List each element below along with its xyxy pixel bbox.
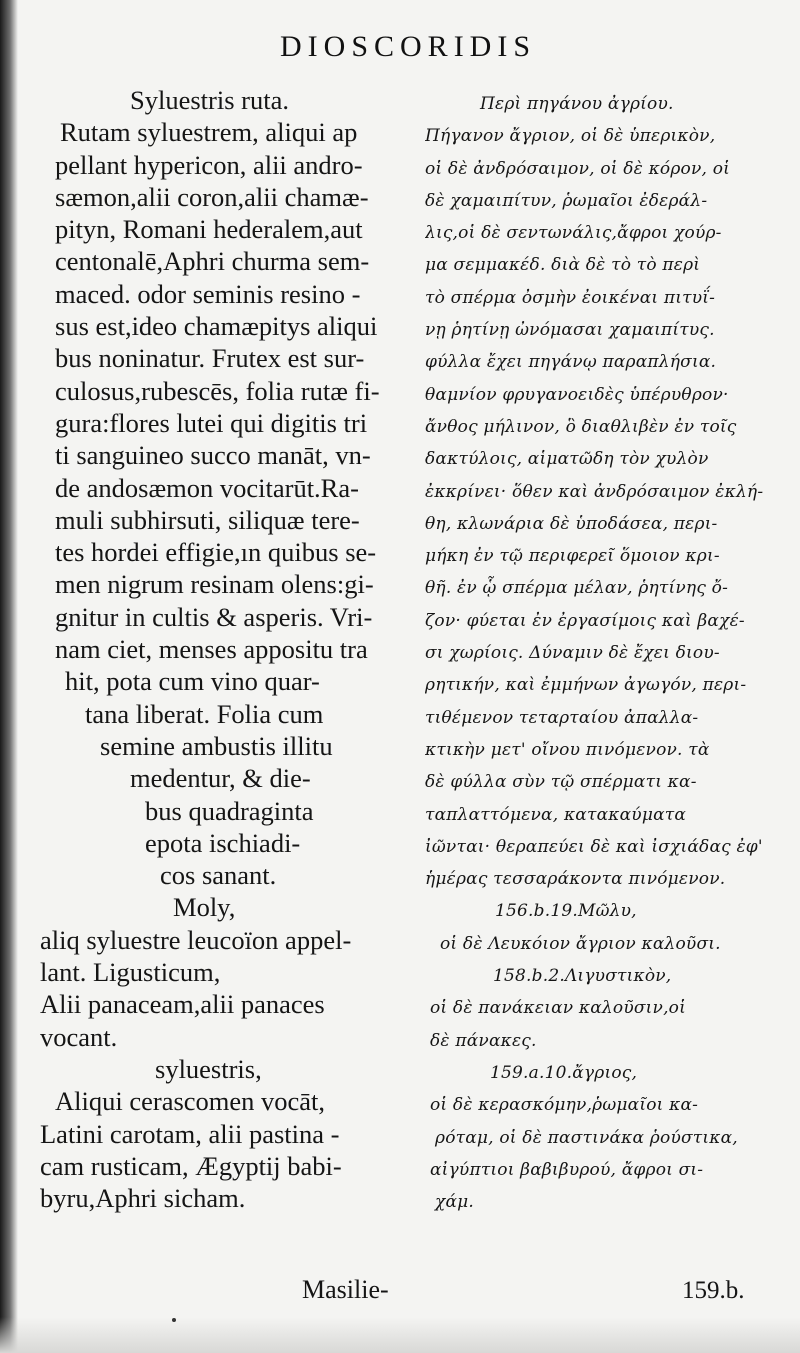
greek-line: οἱ δὲ ἀνδρόσαιμον, οἱ δὲ κόρον, οἱ — [425, 158, 731, 179]
latin-line: gura:flores lutei qui digitis tri — [55, 407, 368, 438]
greek-line: μα σεμμακέδ. διὰ δὲ τὸ τὸ περὶ — [425, 255, 701, 276]
latin-line: pellant hypericon, alii andro- — [55, 149, 363, 180]
latin-line: Aliqui cerascomen vocāt, — [55, 1086, 326, 1117]
latin-line: bus noninatur. Frutex est sur- — [55, 343, 365, 374]
greek-line: οἱ δὲ πανάκειαν καλοῦσιν,οἱ — [430, 998, 686, 1019]
greek-line: νῃ ῥητίνῃ ὠνόμασαι χαμαιπίτυς. — [425, 320, 715, 341]
greek-line: σι χωρίοις. Δύναμιν δὲ ἔχει διου- — [425, 643, 720, 664]
latin-line: nam ciet, menses appositu tra — [55, 634, 368, 665]
latin-line: semine ambustis illitu — [100, 730, 333, 761]
greek-line: ρητικήν, καὶ ἐμμήνων ἀγωγόν, περι- — [425, 675, 747, 696]
latin-line: Rutam syluestrem, aliqui ap — [60, 117, 358, 148]
latin-line: maced. odor seminis resino - — [55, 278, 361, 309]
greek-line: λις,οἱ δὲ σεντωνάλις,ἄφροι χούρ- — [425, 223, 722, 244]
latin-line: tes hordei effigie,ın quibus se- — [55, 537, 377, 568]
greek-line: οἱ δὲ Λευκόιον ἄγριον καλοῦσι. — [440, 933, 721, 954]
greek-line: χάμ. — [435, 1192, 475, 1213]
latin-line: lant. Ligusticum, — [40, 957, 221, 988]
latin-line: syluestris, — [155, 1053, 262, 1084]
latin-line: centonalē,Aphri churma sem- — [55, 246, 370, 277]
latin-line: cam rusticam, Ægyptij babi- — [40, 1150, 342, 1181]
greek-line: 156.b.19.Μῶλυ, — [495, 901, 637, 922]
greek-line: ἡμέρας τεσσαράκοντα πινόμενον. — [425, 869, 726, 890]
greek-line: δὲ χαμαιπίτυν, ῥωμαῖοι ἐδεράλ- — [425, 190, 708, 211]
greek-line: δὲ πάνακες. — [430, 1030, 537, 1051]
greek-line: 159.a.10.ἄγριος, — [490, 1062, 638, 1083]
ink-speck — [172, 1318, 176, 1322]
greek-line: Περὶ πηγάνου ἀγρίου. — [480, 94, 674, 114]
greek-line: θη, κλωνάρια δὲ ὑποδάσεα, περι- — [425, 513, 718, 534]
latin-line: vocant. — [40, 1021, 118, 1052]
catchword: Masilie- — [302, 1275, 389, 1304]
greek-line: οἱ δὲ κερασκόμην,ῥωμαῖοι κα- — [430, 1095, 699, 1116]
latin-line: de andosæmon vocitarūt.Ra- — [55, 472, 359, 503]
greek-line: τὸ σπέρμα ὀσμὴν ἐοικέναι πιτυΐ- — [425, 287, 716, 308]
latin-line: Latini carotam, alii pastina - — [40, 1118, 340, 1149]
latin-line: aliq syluestre leucoïon appel- — [40, 924, 352, 955]
latin-column — [40, 84, 420, 1214]
greek-line: θαμνίον φρυγανοειδὲς ὑπέρυθρον· — [425, 384, 729, 405]
greek-line: ζον· φύεται ἐν ἐργασίμοις καὶ βαχέ- — [425, 610, 745, 631]
latin-line: sæmon,alii coron,alii chamæ- — [55, 181, 369, 212]
latin-line: sus est,ideo chamæpitys aliqui — [55, 311, 378, 342]
greek-line: Πήγανον ἄγριον, οἱ δὲ ὑπερικὸν, — [425, 126, 716, 147]
latin-line: gnitur in cultis & asperis. Vri- — [55, 601, 373, 632]
greek-line: 158.b.2.Λιγυστικὸν, — [493, 966, 672, 987]
greek-line: δὲ φύλλα σὺν τῷ σπέρματι κα- — [425, 772, 697, 793]
binding-shadow — [0, 0, 18, 1353]
latin-line: Moly, — [173, 892, 236, 923]
greek-line: θῆ. ἐν ᾧ σπέρμα μέλαν, ῥητίνης ὄ- — [425, 578, 729, 599]
greek-line: μήκη ἐν τῷ περιφερεῖ ὅμοιον κρι- — [425, 546, 720, 567]
running-head: DIOSCORIDIS — [280, 30, 537, 63]
latin-line: muli subhirsuti, siliquæ tere- — [55, 504, 360, 535]
latin-line: tana liberat. Folia cum — [85, 698, 324, 729]
greek-line: ἰῶνται· θεραπεύει δὲ καὶ ἰσχιάδας ἐφ' — [425, 836, 763, 857]
latin-line: epota ischiadi- — [145, 827, 301, 858]
latin-line: pityn, Romani hederalem,aut — [55, 214, 363, 245]
latin-line: bus quadraginta — [145, 795, 314, 826]
greek-line: αἰγύπτιοι βαβιβυρού, ἄφροι σι- — [430, 1159, 704, 1180]
latin-line: hit, pota cum vino quar- — [65, 666, 320, 697]
latin-line: cos sanant. — [160, 860, 277, 891]
greek-line: ἄνθος μήλινον, ὃ διαθλιβὲν ἐν τοῖς — [425, 416, 737, 437]
greek-line: φύλλα ἔχει πηγάνῳ παραπλήσια. — [425, 352, 717, 373]
greek-line: κτικὴν μετ' οἴνου πινόμενον. τὰ — [425, 739, 710, 760]
latin-line: culosus,rubescēs, folia rutæ fi- — [55, 375, 380, 406]
greek-line: ταπλαττόμενα, κατακαύματα — [425, 804, 687, 825]
greek-line: ρόταμ, οἱ δὲ παστινάκα ῥούστικα, — [435, 1127, 738, 1148]
latin-line: medentur, & die- — [130, 763, 311, 794]
greek-line: τιθέμενον τεταρταίου ἀπαλλα- — [425, 707, 699, 728]
latin-line: Alii panaceam,alii panaces — [40, 989, 325, 1020]
signature-mark: 159.b. — [682, 1277, 745, 1304]
greek-line: ἐκκρίνει· ὅθεν καὶ ἀνδρόσαιμον ἐκλή- — [425, 481, 764, 502]
latin-line: Syluestris ruta. — [130, 85, 289, 115]
greek-column — [425, 88, 790, 1218]
latin-line: byru,Aphri sicham. — [40, 1183, 246, 1214]
bottom-margin-shade — [0, 1317, 800, 1353]
latin-line: ti sanguineo succo manāt, vn- — [55, 440, 371, 471]
greek-line: δακτύλοις, αἱματῶδη τὸν χυλὸν — [425, 449, 709, 470]
latin-line: men nigrum resinam olens:gi- — [55, 569, 374, 600]
